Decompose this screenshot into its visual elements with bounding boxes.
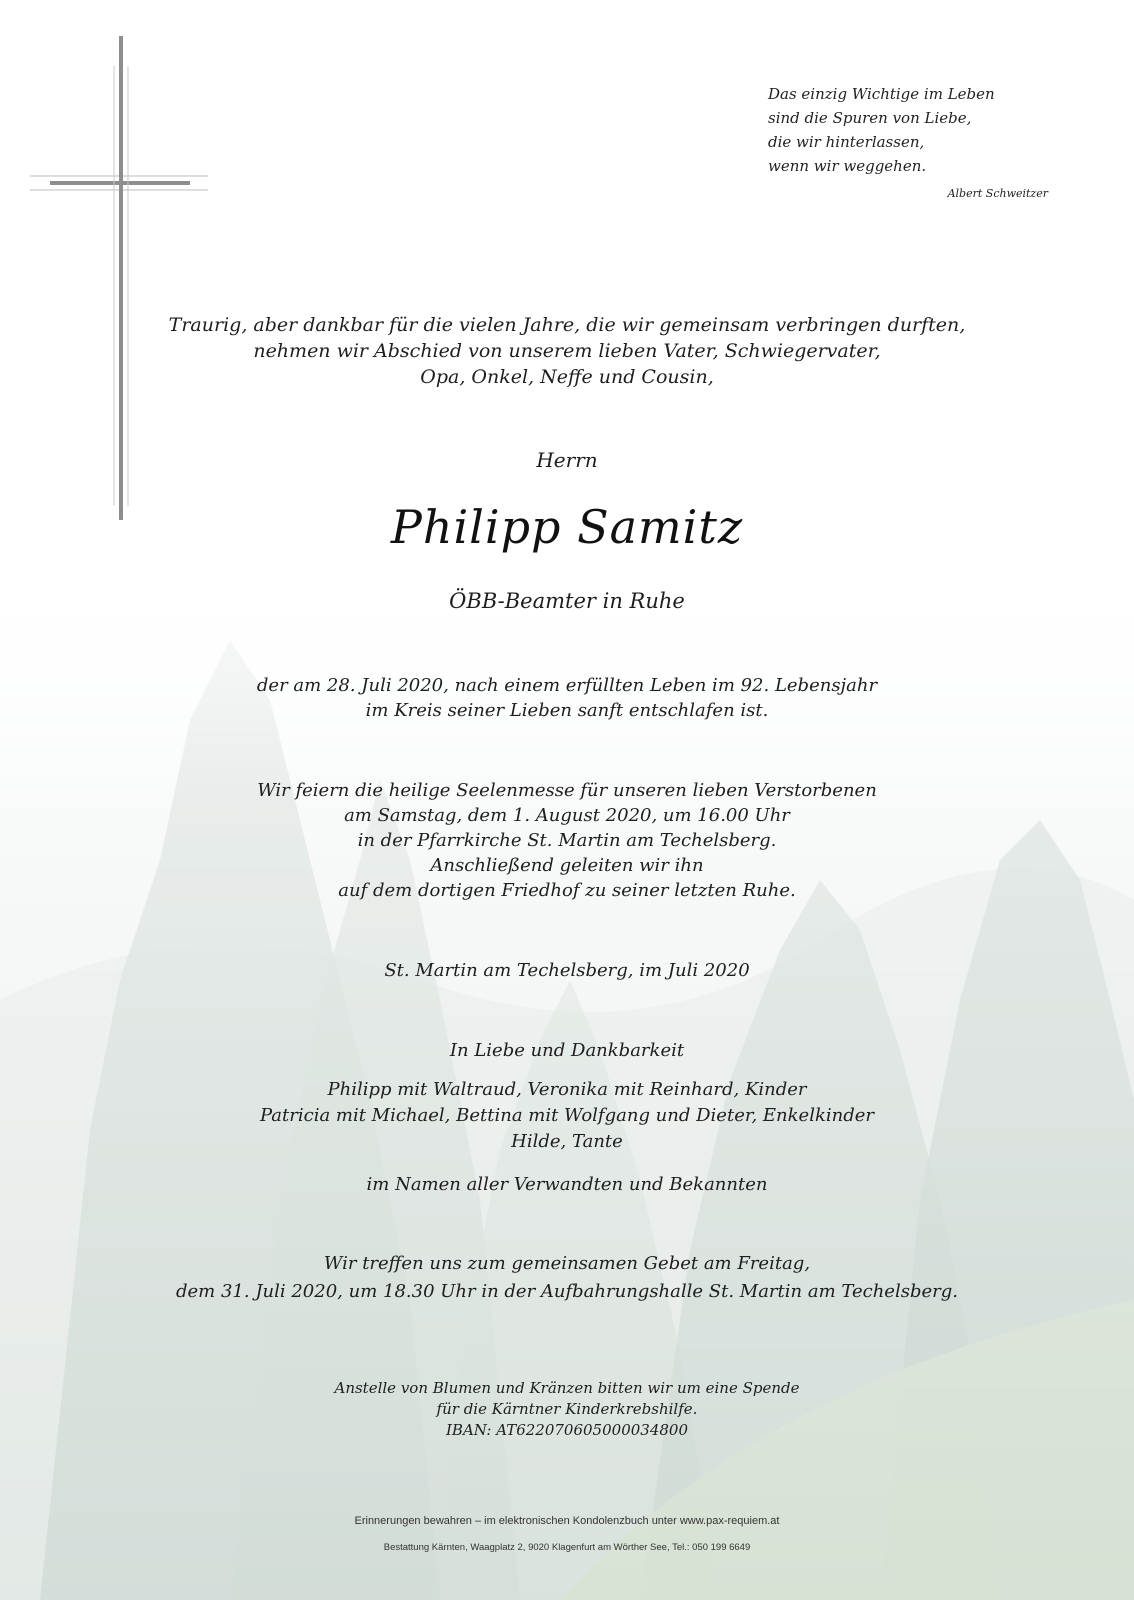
family-line: Hilde, Tante <box>511 1131 623 1152</box>
place-date: St. Martin am Techelsberg, im Juli 2020 <box>384 960 750 981</box>
mass-line: in der Pfarrkirche St. Martin am Techelsberg. <box>357 830 777 851</box>
prayer-info <box>67 1250 1067 1306</box>
quote <box>768 82 1068 206</box>
intro-line: nehmen wir Abschied von unserem lieben Vater, Schwiegervater, <box>253 340 881 362</box>
quote-author: Albert Schweitzer <box>947 187 1048 200</box>
deceased-title: ÖBB-Beamter in Ruhe <box>449 589 685 613</box>
funeral-mass-info <box>67 778 1067 903</box>
donation-line: für die Kärntner Kinderkrebshilfe. <box>436 1400 698 1418</box>
intro-line: Traurig, aber dankbar für die vielen Jahre, die wir gemeinsam verbringen durften, <box>168 314 966 336</box>
donation-info <box>67 1378 1067 1441</box>
mourners-heading: In Liebe und Dankbarkeit <box>449 1040 685 1061</box>
quote-line: Das einzig Wichtige im Leben <box>768 85 995 103</box>
quote-line: die wir hinterlassen, <box>768 133 925 151</box>
mass-line: Anschließend geleiten wir ihn <box>430 855 704 876</box>
mass-line: auf dem dortigen Friedhof zu seiner letzten Ruhe. <box>338 880 796 901</box>
quote-line: sind die Spuren von Liebe, <box>768 109 972 127</box>
prayer-line: Wir treffen uns zum gemeinsamen Gebet am Freitag, <box>323 1253 811 1274</box>
prayer-line: dem 31. Juli 2020, um 18.30 Uhr in der Aufbahrungshalle St. Martin am Techelsberg. <box>176 1281 958 1302</box>
footer-funeral-home: Bestattung Kärnten, Waagplatz 2, 9020 Klagenfurt am Wörther See, Tel.: 050 199 6649 <box>383 1542 751 1553</box>
donation-line: Anstelle von Blumen und Kränzen bitten wir um eine Spende <box>334 1379 800 1397</box>
mass-line: Wir feiern die heilige Seelenmesse für unseren lieben Verstorbenen <box>257 780 877 801</box>
deceased-name: Philipp Samitz <box>390 500 744 554</box>
death-notice-line: im Kreis seiner Lieben sanft entschlafen ist. <box>365 700 769 721</box>
salutation: Herrn <box>536 448 598 472</box>
death-notice-line: der am 28. Juli 2020, nach einem erfüllten Leben im 92. Lebensjahr <box>256 675 878 696</box>
intro-text <box>67 312 1067 390</box>
quote-line: wenn wir weggehen. <box>768 157 927 175</box>
death-notice <box>67 673 1067 723</box>
donation-iban: IBAN: AT622070605000034800 <box>446 1421 688 1439</box>
family-line: Philipp mit Waltraud, Veronika mit Reinhard, Kinder <box>327 1079 807 1100</box>
intro-line: Opa, Onkel, Neffe und Cousin, <box>420 366 714 388</box>
footer-condolence-link[interactable]: Erinnerungen bewahren – im elektronischen Kondolenzbuch unter www.pax-requiem.at <box>354 1515 780 1527</box>
mourners-relatives: im Namen aller Verwandten und Bekannten <box>366 1174 768 1195</box>
family-line: Patricia mit Michael, Bettina mit Wolfgang und Dieter, Enkelkinder <box>259 1105 874 1126</box>
mass-line: am Samstag, dem 1. August 2020, um 16.00 Uhr <box>344 805 790 826</box>
mourners-family <box>67 1077 1067 1155</box>
